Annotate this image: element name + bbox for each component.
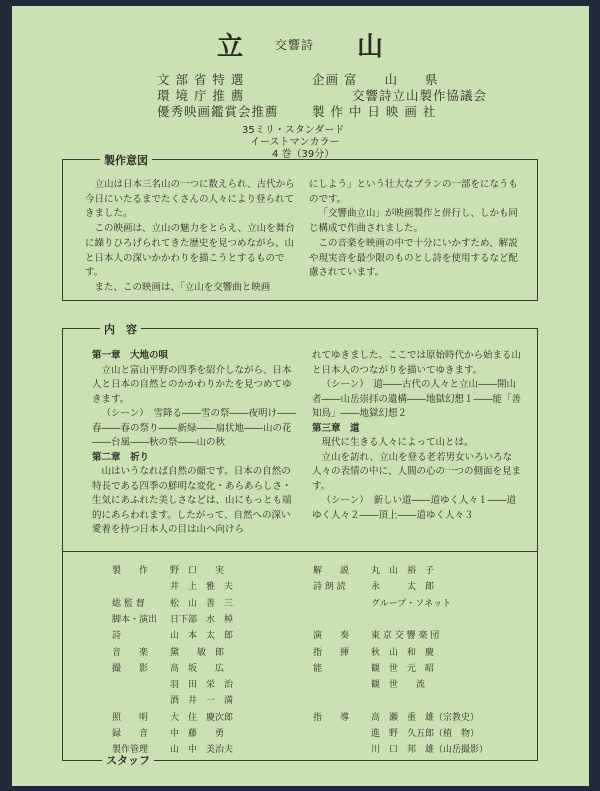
- staff-name: 進 野 久五郎（植 物）: [371, 729, 480, 739]
- staff-name: 秋 山 和 慶: [371, 647, 435, 658]
- staff-name: 大 住 慶次郎: [170, 712, 234, 723]
- staff-name: 高 坂 広: [170, 663, 225, 674]
- staff-name: 東 京 交 響 楽 団: [371, 631, 440, 642]
- staff-row: [313, 710, 479, 723]
- staff-role: 音 楽: [112, 647, 149, 658]
- intent-para-3: また、この映画は、「立山を交響曲と映画: [94, 281, 271, 293]
- contents-paragraph: 立山を訪れ、立山を登る老若男女いろいろな人々の表情の中に、人間の心の一つの側面を見ます。: [312, 451, 522, 492]
- chapter-heading: 第二章 祈り: [92, 451, 150, 463]
- staff-role: 能: [313, 663, 323, 674]
- format-line-3: 4 巻（39分）: [272, 149, 335, 160]
- staff-role: 指 揮: [313, 647, 350, 658]
- credit-right-2: 交響詩立山製作協議会: [352, 88, 488, 103]
- staff-row: [112, 710, 233, 723]
- format-line-1: 35ミリ・スタンダード: [242, 125, 345, 136]
- staff-name: 山 中 美治夫: [170, 745, 234, 756]
- staff-role: 詩 朗 読: [313, 582, 346, 593]
- title-subtitle: 交響詩: [275, 38, 315, 52]
- title-char-right: 山: [357, 32, 385, 62]
- contents-paragraph: （シーン） 道――古代の人々と立山――開山者――山岳崇拝の遺構――地獄幻想１――能「善知鳥」――地獄幻想２: [312, 379, 522, 419]
- staff-name: 山 本 太 郎: [170, 631, 234, 642]
- credit-left-2: 環 境 庁 推 薦: [157, 88, 245, 103]
- staff-role: 製 作: [112, 566, 149, 576]
- staff-row: [112, 563, 224, 576]
- contents-left-column: [92, 349, 297, 538]
- contents-paragraph: 現代に生きる人々によって山とは。: [321, 437, 474, 448]
- staff-row: [112, 661, 224, 674]
- intent-label: 製作意図: [100, 152, 152, 168]
- staff-row: [313, 612, 371, 622]
- staff-row: [112, 726, 224, 739]
- staff-name: 酒 井 一 満: [170, 696, 234, 707]
- staff-row: [112, 628, 233, 641]
- staff-role: 指 導: [313, 712, 350, 723]
- staff-name: 永 太 郎: [371, 582, 435, 593]
- staff-row: [313, 677, 425, 690]
- contents-paragraph: （シーン） 新しい道――道ゆく人々１――道ゆく人々２――頂上――道ゆく人々３: [312, 495, 517, 521]
- leaflet-page: [12, 6, 589, 786]
- staff-name: 羽 田 栄 治: [170, 680, 234, 691]
- staff-name: 観 世 元 昭: [371, 663, 435, 674]
- staff-role: 製作管理: [112, 745, 149, 756]
- contents-paragraph: 立山と富山平野の四季を紹介しながら、日本人と日本の自然とのかかわりかたを見つめてゆきます。: [92, 364, 292, 405]
- intent-right-column: [309, 178, 521, 281]
- staff-role: 演 奏: [313, 631, 350, 642]
- contents-paragraph: 山はいうなれば自然の顔です。日本の自然の特長である四季の鮮明な変化・あらあらしさ・生気にあふれた美しさなどは、山にもっとも端的にあらわれます。したがって、自然への深い愛着を持つ日本人の目は山へ向けら: [92, 466, 292, 535]
- staff-name: 黛 敏 郎: [170, 647, 225, 658]
- staff-name: 中 藤 勇: [170, 729, 225, 739]
- intent-para-6: この音楽を映画の中で十分にいかすため、解説や現実音を最少限のものとし詩を使用するなど配慮されています。: [309, 237, 519, 279]
- staff-role: 詩: [112, 631, 122, 642]
- staff-name: 井 上 雅 夫: [170, 582, 234, 593]
- staff-row: [313, 661, 434, 674]
- staff-row: [313, 742, 488, 755]
- staff-name: グループ・ソネット: [371, 598, 452, 609]
- contents-right-column: [312, 349, 522, 523]
- staff-row: [313, 596, 451, 609]
- credit-left-1: 文 部 省 特 選: [157, 72, 245, 87]
- intent-para-1: 立山は日本三名山の一つに数えられ、古代から今日にいたるまでたくさんの人々により登られてきました。: [85, 179, 295, 220]
- staff-row: [112, 693, 233, 706]
- credit-right-3: 製 作 中 日 映 画 社: [312, 104, 437, 119]
- staff-name: 観 世 流: [371, 680, 426, 691]
- title-char-left: 立: [217, 32, 245, 62]
- staff-name: 野 口 実: [170, 566, 225, 576]
- intent-para-4: にしよう」という壮大なプランの一部をになうものです。: [309, 179, 519, 205]
- chapter-heading: 第三章 道: [312, 422, 360, 434]
- staff-name: 高 瀬 重 雄（宗教史）: [371, 712, 480, 723]
- intent-para-5: 「交響曲立山」が映画製作と併行し、しかも同じ構成で作曲されました。: [309, 208, 519, 235]
- staff-row: [313, 726, 479, 739]
- staff-name: 日下部 水 棹: [170, 614, 234, 625]
- staff-role: 撮 影: [112, 663, 149, 674]
- staff-row: [112, 645, 224, 658]
- staff-name: 丸 山 裕 子: [371, 566, 435, 576]
- staff-role: 脚本・演出: [112, 614, 158, 625]
- staff-role: 解 説: [313, 566, 350, 576]
- staff-label: スタッフ: [102, 752, 154, 768]
- staff-row: [313, 628, 439, 641]
- staff-name: 川 口 邦 雄（山岳撮影）: [371, 745, 489, 756]
- intent-left-column: [85, 178, 297, 296]
- staff-row: [313, 563, 434, 576]
- contents-paragraph: （シーン） 雪降る――雪の祭――夜明け――春――春の祭り――新緑――扇状地――山の花――台風――秋の祭――山の秋: [92, 408, 297, 448]
- intent-para-2: この映画は、立山の魅力をとらえ、立山を舞台に繰りひろげられてきた歴史を見つめながら、山と日本人の深いかかわりを描こうとするものです。: [85, 223, 295, 279]
- contents-label: 内 容: [100, 321, 141, 337]
- staff-row: [313, 645, 434, 658]
- staff-row: [112, 677, 233, 690]
- staff-role: 総 監 督: [112, 598, 145, 609]
- staff-name: 松 山 善 三: [170, 598, 234, 609]
- staff-row: [112, 596, 233, 609]
- staff-row: [112, 612, 233, 625]
- staff-row: [313, 693, 371, 703]
- credit-left-3: 優秀映画鑑賞会推薦: [157, 104, 279, 119]
- credit-right-1: 企画 富 山 県: [312, 72, 439, 87]
- staff-row: [112, 579, 233, 592]
- chapter-heading: 第一章 大地の唄: [92, 350, 169, 361]
- staff-role: 照 明: [112, 712, 149, 723]
- contents-paragraph: れてゆきました。ここでは原始時代から始まる山と日本人のつながりを描いてゆきます。: [312, 350, 522, 376]
- staff-row: [313, 579, 434, 592]
- staff-role: 録 音: [112, 729, 149, 739]
- staff-row: [112, 742, 233, 755]
- format-line-2: イーストマンカラー: [250, 137, 340, 148]
